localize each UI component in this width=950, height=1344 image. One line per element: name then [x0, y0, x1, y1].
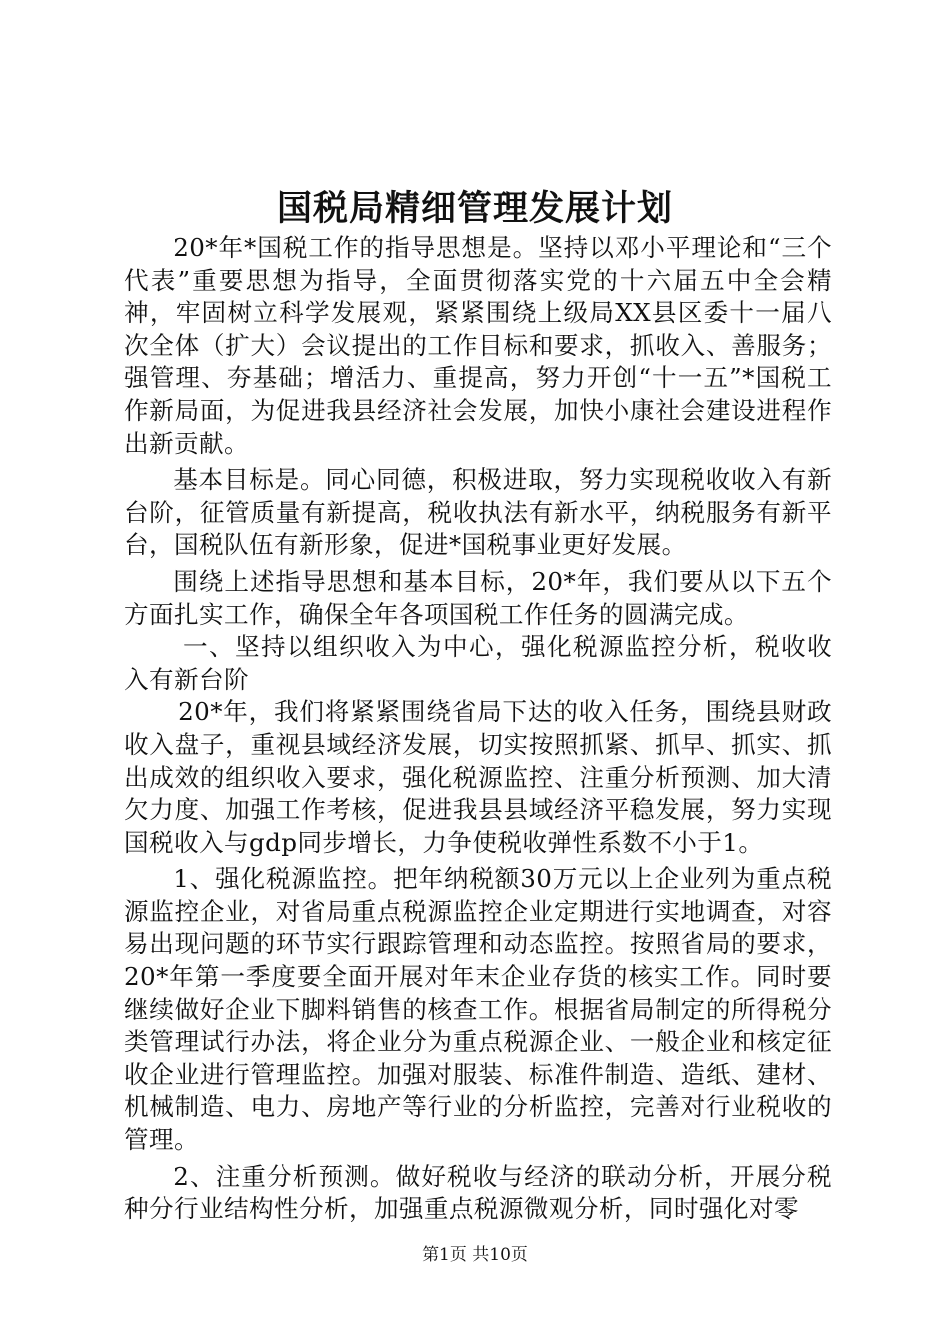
section-heading-1: 一、坚持以组织收入为中心，强化税源监控分析，税收收入有新台阶	[124, 632, 832, 694]
paragraph-five-aspects: 围绕上述指导思想和基本目标，20*年，我们要从以下五个方面扎实工作，确保全年各项国税工作任务的圆满完成。	[124, 566, 832, 629]
paragraph-tax-source-monitoring: 1、强化税源监控。把年纳税额30万元以上企业列为重点税源监控企业，对省局重点税源监控企业定期进行实地调查，对容易出现问题的环节实行跟踪管理和动态监控。按照省局的要求，20*年第一季度要全面开展对年末企业存货的核实工作。同时要继续做好企业下脚料销售的核查工作。根据省局制定的所得税分类管理试行办法，将企业分为重点税源企业、一般企业和核定征收企业进行管理监控。加强对服装、标准件制造、造纸、建材、机械制造、电力、房地产等行业的分析监控，完善对行业税收的管理。	[124, 864, 832, 1155]
document-title: 国税局精细管理发展计划	[276, 188, 673, 229]
paragraph-basic-goals: 基本目标是。同心同德，积极进取，努力实现税收收入有新台阶，征管质量有新提高，税收执法有新水平，纳税服务有新平台，国税队伍有新形象，促进*国税事业更好发展。	[124, 465, 832, 560]
document-body	[124, 232, 832, 1226]
paragraph-analysis-forecast: 2、注重分析预测。做好税收与经济的联动分析，开展分税种分行业结构性分析，加强重点税源微观分析，同时强化对零	[124, 1161, 832, 1224]
paragraph-revenue-task: 20*年，我们将紧紧围绕省局下达的收入任务，围绕县财政收入盘子，重视县域经济发展，切实按照抓紧、抓早、抓实、抓出成效的组织收入要求，强化税源监控、注重分析预测、加大清欠力度、加强工作考核，促进我县县域经济平稳发展，努力实现国税收入与gdp同步增长，力争使税收弹性系数不小于1。	[124, 697, 832, 857]
page-number-footer: 第1页 共10页	[422, 1245, 528, 1265]
paragraph-guiding-thought: 20*年*国税工作的指导思想是。坚持以邓小平理论和“三个代表”重要思想为指导，全面贯彻落实党的十六届五中全会精神，牢固树立科学发展观，紧紧围绕上级局XX县区委十一届八次全体（扩大）会议提出的工作目标和要求，抓收入、善服务；强管理、夯基础；增活力、重提高，努力开创“十一五”*国税工作新局面，为促进我县经济社会发展，加快小康社会建设进程作出新贡献。	[124, 233, 832, 458]
